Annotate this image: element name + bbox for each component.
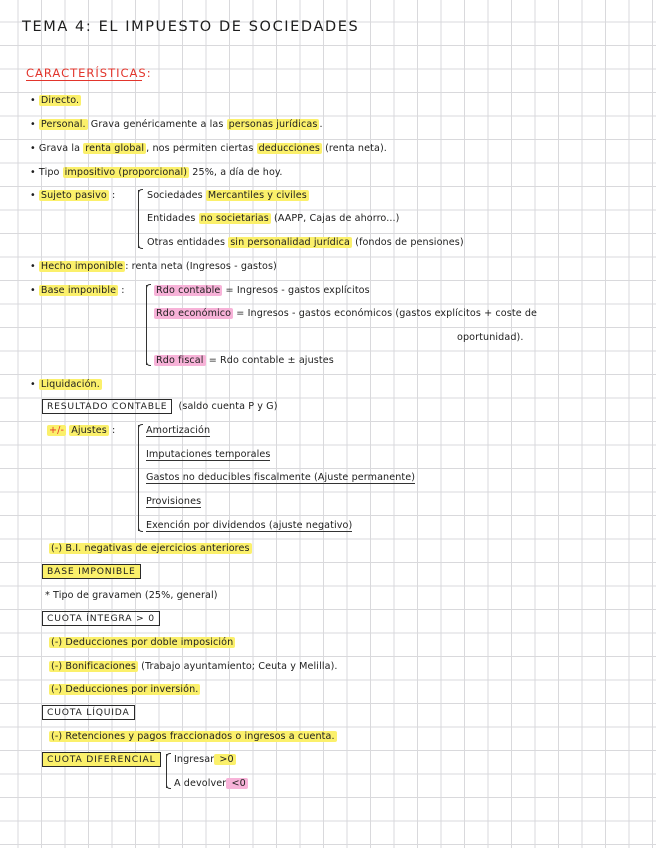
- bonificaciones: (-) Bonificaciones (Trabajo ayuntamiento; Ceuta y Melilla).: [51, 661, 338, 672]
- cuota-liquida-row: [42, 707, 135, 718]
- resultado-row: RESULTADO CONTABLE (saldo cuenta P y G): [42, 401, 278, 412]
- deducciones-inversion: (-) Deducciones por inversión.: [51, 684, 199, 695]
- cuota-integra-row: [42, 613, 160, 624]
- base-item-3: Rdo fiscal = Rdo contable ± ajustes: [156, 355, 334, 366]
- base-item-2: Rdo económico = Ingresos - gastos económicos (gastos explícitos + coste de: [156, 308, 538, 319]
- cuota-diferencial-brace: [166, 754, 167, 788]
- base-item-2-cont: oportunidad).: [457, 332, 524, 343]
- ajuste-item: Imputaciones temporales: [146, 449, 271, 460]
- item-base: • Base imponible :: [30, 285, 125, 296]
- item-sujeto: • Sujeto pasivo :: [30, 190, 115, 201]
- page-title: TEMA 4: EL IMPUESTO DE SOCIEDADES: [22, 19, 360, 35]
- item-directo: • Directo.: [30, 95, 81, 106]
- cuota-diferencial-row: [42, 754, 161, 765]
- base-row: [42, 566, 141, 577]
- section-heading: CARACTERÍSTICAS:: [26, 66, 152, 80]
- ajustes-label: +/- Ajustes :: [49, 425, 116, 436]
- deducciones-doble: (-) Deducciones por doble imposición: [51, 637, 234, 648]
- retenciones: (-) Retenciones y pagos fraccionados o ingresos a cuenta.: [51, 731, 335, 742]
- cuota-liquida-box: CUOTA LÍQUIDA: [42, 705, 135, 720]
- base-brace: [146, 285, 147, 365]
- item-personal: • Personal. Grava genéricamente a las personas jurídicas .: [30, 119, 323, 130]
- sujeto-item-3: Otras entidades sin personalidad jurídica (fondos de pensiones): [147, 237, 464, 248]
- ajuste-item: Amortización: [146, 425, 211, 436]
- sujeto-item-1: Sociedades Mercantiles y civiles: [147, 190, 307, 201]
- item-hecho: • Hecho imponible : renta neta (Ingresos - gastos): [30, 261, 277, 272]
- base-item-1: Rdo contable = Ingresos - gastos explícitos: [156, 285, 370, 296]
- ajuste-item: Exención por dividendos (ajuste negativo): [146, 520, 353, 531]
- cuota-diferencial-box: CUOTA DIFERENCIAL: [42, 752, 161, 767]
- a-ingresar: Ingresar >0: [174, 754, 234, 765]
- item-grava: • Grava la renta global , nos permiten ciertas deducciones (renta neta).: [30, 143, 387, 154]
- sujeto-brace: [138, 190, 139, 248]
- ajuste-item: Gastos no deducibles fiscalmente (Ajuste permanente): [146, 472, 416, 483]
- item-liquidacion: • Liquidación.: [30, 379, 102, 390]
- cuota-integra-box: CUOTA ÍNTEGRA > 0: [42, 611, 160, 626]
- bi-negativas: (-) B.I. negativas de ejercicios anteriores: [51, 543, 250, 554]
- sujeto-item-2: Entidades no societarias (AAPP, Cajas de ahorro...): [147, 213, 400, 224]
- item-tipo: • Tipo impositivo (proporcional) 25%, a día de hoy.: [30, 167, 282, 178]
- tipo-gravamen: * Tipo de gravamen (25%, general): [45, 590, 218, 601]
- ajuste-item: Provisiones: [146, 496, 202, 507]
- a-devolver: A devolver <0: [174, 778, 246, 789]
- base-box: BASE IMPONIBLE: [42, 564, 141, 579]
- resultado-box: RESULTADO CONTABLE: [42, 399, 172, 414]
- ajustes-brace: [138, 425, 139, 531]
